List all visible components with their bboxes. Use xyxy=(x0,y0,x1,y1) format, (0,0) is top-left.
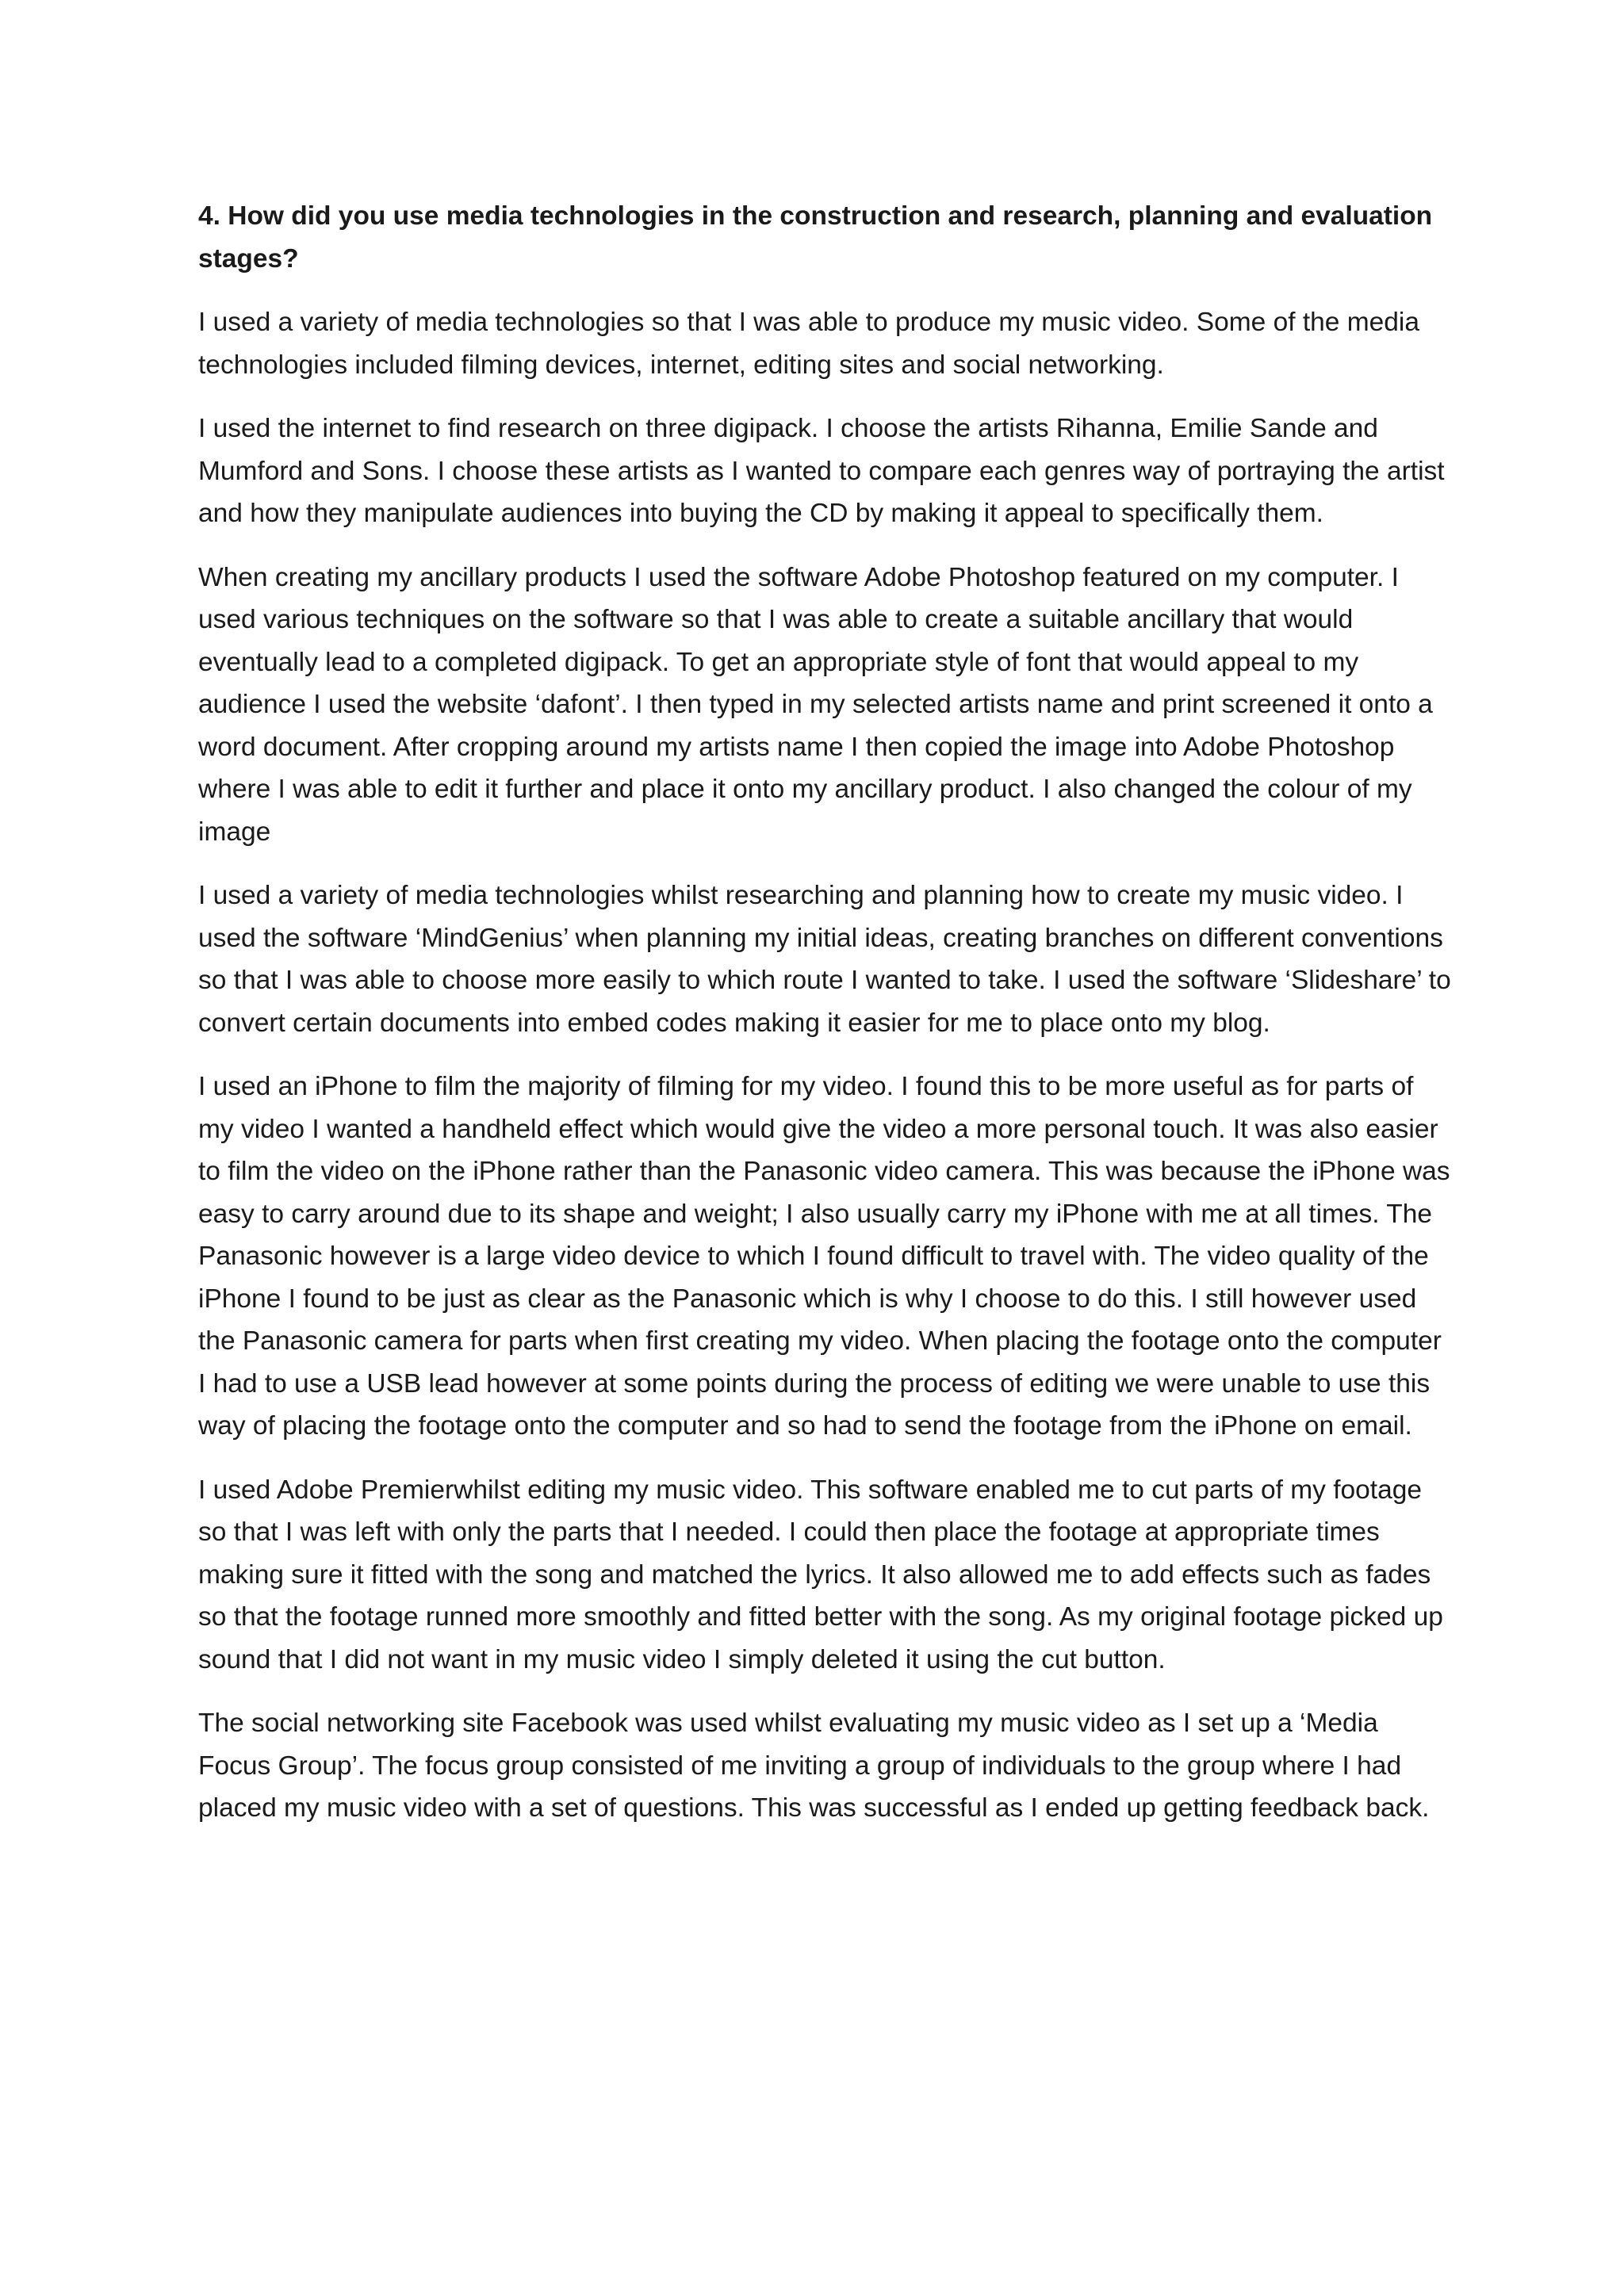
document-page xyxy=(198,195,1451,1851)
paragraph-overview: I used a variety of media technologies so that I was able to produce my music video. Some of the media technologies included filming devices, internet, editing sites and social networking. xyxy=(198,308,1419,380)
paragraph-ancillary: When creating my ancillary products I used the software Adobe Photoshop featured on my computer. I used various techniques on the software so that I was able to create a suitable ancillary that would eventually lead to a completed digipack. To get an appropriate style of font that would appeal to my audience I used the website ‘dafont’. I then typed in my selected artists name and print screened it onto a word document. After cropping around my artists name I then copied the image into Adobe Photoshop where I was able to edit it further and place it onto my ancillary product. I also changed the colour of my image xyxy=(198,562,1433,847)
paragraph-planning: I used a variety of media technologies whilst researching and planning how to create my music video. I used the software ‘MindGenius’ when planning my initial ideas, creating branches on different conventions so that I was able to choose more easily to which route I wanted to take. I used the software ‘Slideshare’ to convert certain documents into embed codes making it easier for me to place onto my blog. xyxy=(198,881,1451,1038)
paragraph-evaluation: The social networking site Facebook was used whilst evaluating my music video as I set up a ‘Media Focus Group’. The focus group consisted of me inviting a group of individuals to the group where I had placed my music video with a set of questions. This was successful as I ended up getting feedback back. xyxy=(198,1709,1430,1823)
question-heading: 4. How did you use media technologies in the construction and research, planning and evaluation stages? xyxy=(198,201,1433,274)
paragraph-research: I used the internet to find research on three digipack. I choose the artists Rihanna, Emilie Sande and Mumford and Sons. I choose these artists as I wanted to compare each genres way of portraying the artist and how they manipulate audiences into buying the CD by making it appeal to specifically them. xyxy=(198,414,1445,528)
paragraph-editing: I used Adobe Premierwhilst editing my music video. This software enabled me to cut parts of my footage so that I was left with only the parts that I needed. I could then place the footage at appropriate times making sure it fitted with the song and matched the lyrics. It also allowed me to add effects such as fades so that the footage runned more smoothly and fitted better with the song. As my original footage picked up sound that I did not want in my music video I simply deleted it using the cut button. xyxy=(198,1475,1443,1674)
paragraph-filming: I used an iPhone to film the majority of filming for my video. I found this to be more useful as for parts of my video I wanted a handheld effect which would give the video a more personal touch. It was also easier to film the video on the iPhone rather than the Panasonic video camera. This was because the iPhone was easy to carry around due to its shape and weight; I also usually carry my iPhone with me at all times. The Panasonic however is a large video device to which I found difficult to travel with. The video quality of the iPhone I found to be just as clear as the Panasonic which is why I choose to do this. I still however used the Panasonic camera for parts when first creating my video. When placing the footage onto the computer I had to use a USB lead however at some points during the process of editing we were unable to use this way of placing the footage onto the computer and so had to send the footage from the iPhone on email. xyxy=(198,1072,1450,1441)
